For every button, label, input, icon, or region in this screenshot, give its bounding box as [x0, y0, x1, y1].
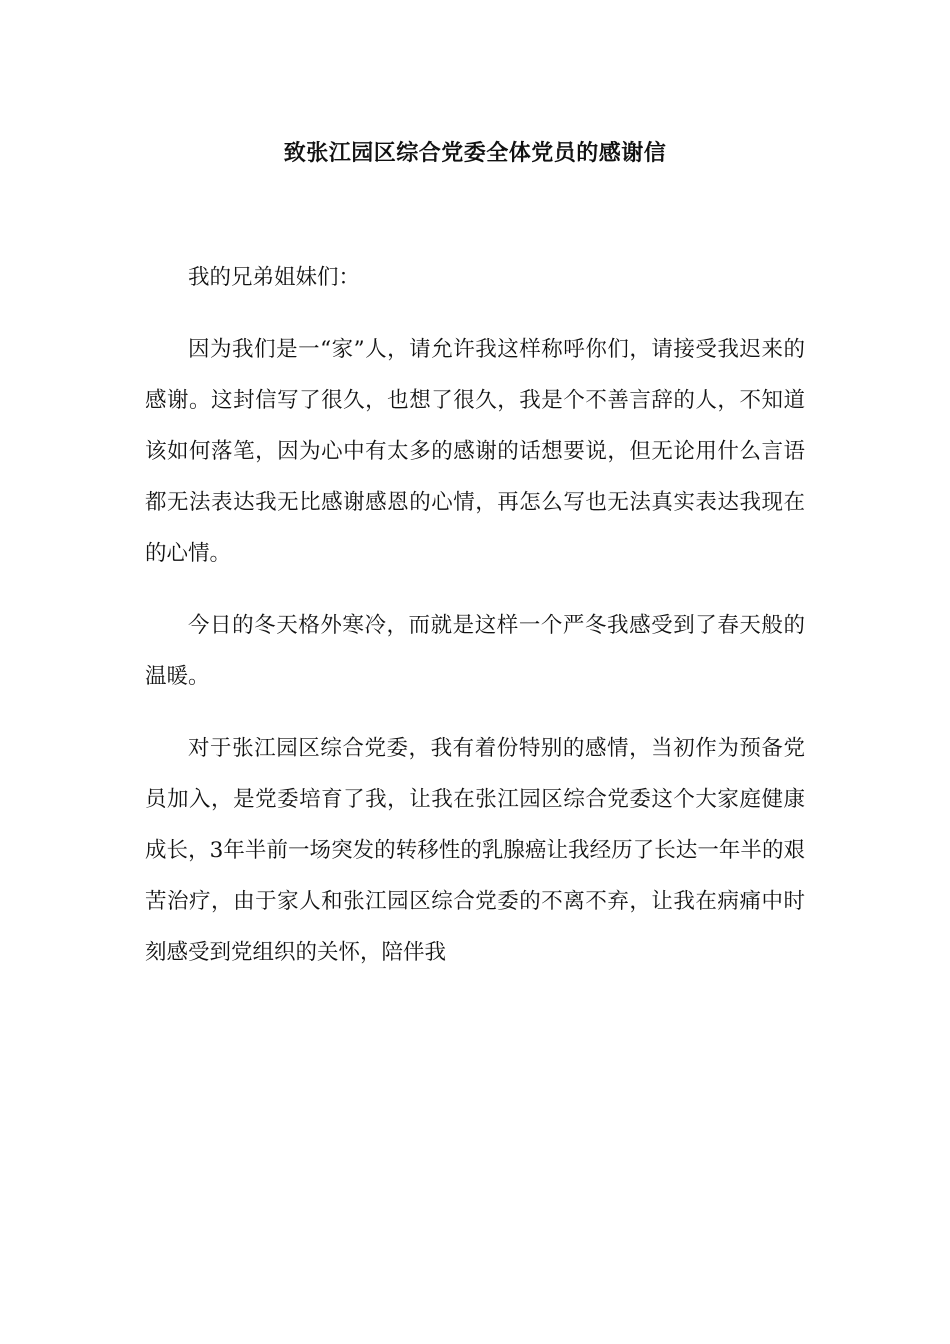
document-title: 致张江园区综合党委全体党员的感谢信 [283, 140, 667, 166]
salutation: 我的兄弟姐妹们： [188, 265, 361, 290]
paragraph-2: 今日的冬天格外寒冷，而就是这样一个严冬我感受到了春天般的温暖。 [145, 613, 805, 689]
paragraph-1: 因为我们是一“家”人，请允许我这样称呼你们，请接受我迟来的感谢。这封信写了很久，也想了很久，我是个不善言辞的人，不知道该如何落笔，因为心中有太多的感谢的话想要说，但无论用什么言语都无法表达我无比感谢感恩的心情，再怎么写也无法真实表达我现在的心情。 [145, 337, 805, 566]
paragraph-3: 对于张江园区综合党委，我有着份特别的感情，当初作为预备党员加入，是党委培育了我，让我在张江园区综合党委这个大家庭健康成长，3年半前一场突发的转移性的乳腺癌让我经历了长达一年半的艰苦治疗，由于家人和张江园区综合党委的不离不弃，让我在病痛中时刻感受到党组织的关怀，陪伴我 [145, 736, 805, 965]
letter-body [145, 252, 805, 999]
